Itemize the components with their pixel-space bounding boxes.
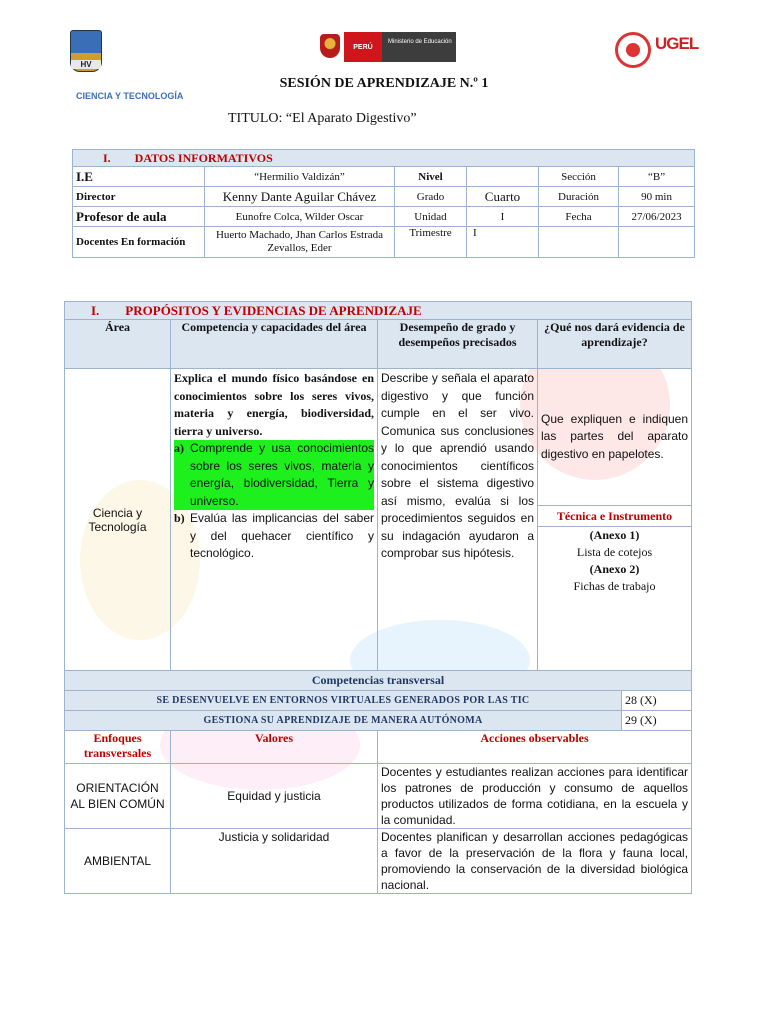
table-row: [73, 207, 695, 227]
competencia-cell: [171, 369, 378, 671]
cell: 90 min: [619, 187, 695, 207]
transversales-title: Competencias transversal: [65, 671, 692, 691]
cell: [539, 227, 619, 258]
cell: “Hermilio Valdizán”: [205, 167, 395, 187]
cell: I.E: [73, 167, 205, 187]
ministry-logo: [320, 32, 456, 62]
header-area: Área: [65, 320, 171, 369]
cell: 27/06/2023: [619, 207, 695, 227]
page-title: SESIÓN DE APRENDIZAJE N.º 1: [279, 76, 489, 91]
transversal-name: GESTIONA SU APRENDIZAJE DE MANERA AUTÓNOMA: [65, 711, 622, 731]
enfoque-cell: AMBIENTAL: [65, 829, 171, 894]
accion-cell: Docentes y estudiantes realizan acciones para identificar los patrones de producción y consumo de aquellos productos utilizados de forma cotidiana, en la escuela y la comunidad.: [378, 764, 692, 829]
list-item: [174, 510, 374, 563]
school-crest-text: HV: [71, 60, 101, 69]
header-evidencia: ¿Qué nos dará evidencia de aprendizaje?: [538, 320, 692, 369]
cell: I: [467, 227, 539, 258]
cell: Kenny Dante Aguilar Chávez: [205, 187, 395, 207]
header-competencia: Competencia y capacidades del área: [171, 320, 378, 369]
ugel-label: UGEL: [655, 34, 699, 53]
header-enfoques: Enfoques transversales: [65, 731, 171, 764]
capacidad-text: Comprende y usa conocimientos sobre los seres vivos, materia y energía, biodiversidad, Tierra y universo.: [190, 440, 374, 510]
session-subtitle: TITULO: “El Aparato Digestivo”: [228, 111, 417, 126]
peru-label: PERÚ: [344, 32, 382, 62]
cell: Fecha: [539, 207, 619, 227]
table-row: [65, 764, 692, 829]
cell: [467, 167, 539, 187]
header-row: [65, 320, 692, 369]
cell: Sección: [539, 167, 619, 187]
cell: Director: [73, 187, 205, 207]
valor-cell: Justicia y solidaridad: [171, 829, 378, 894]
capacidad-label: b): [174, 511, 185, 525]
table-row: [65, 369, 692, 506]
cell: Profesor de aula: [73, 207, 205, 227]
anexo-1: (Anexo 1): [589, 528, 640, 542]
cell: Trimestre: [395, 227, 467, 258]
area-cell: Ciencia y Tecnología: [65, 369, 171, 671]
capacidades-list: [174, 440, 374, 563]
transversal-code: 29 (X): [622, 711, 692, 731]
anexo-2: (Anexo 2): [589, 562, 640, 576]
ugel-seal-icon: [615, 32, 651, 68]
peru-shield-icon: [320, 34, 340, 58]
header-valores: Valores: [171, 731, 378, 764]
tecnica-title: Técnica e Instrumento: [538, 506, 692, 527]
cell: I: [467, 207, 539, 227]
table-row: [73, 187, 695, 207]
table-row: [73, 167, 695, 187]
instrumento-1: Lista de cotejos: [576, 545, 653, 559]
cell: Nivel: [395, 167, 467, 187]
header-row: [65, 731, 692, 764]
evidencia-cell: Que expliquen e indiquen las partes del aparato digestivo en papelotes.: [538, 369, 692, 506]
transversal-name: SE DESENVUELVE EN ENTORNOS VIRTUALES GENERADOS POR LAS TIC: [65, 691, 622, 711]
datos-informativos-table: [72, 149, 695, 258]
ministry-label: Ministerio de Educación: [382, 32, 456, 62]
competencia-text: Explica el mundo físico basándose en conocimientos sobre los seres vivos, materia y energía, biodiversidad, tierra y universo.: [174, 371, 374, 438]
cell: “B”: [619, 167, 695, 187]
header-acciones: Acciones observables: [378, 731, 692, 764]
table-row: [65, 691, 692, 711]
area-label: CIENCIA Y TECNOLOGÍA: [76, 91, 184, 101]
cell: Grado: [395, 187, 467, 207]
capacidad-label: a): [174, 440, 190, 510]
list-item: [174, 440, 374, 510]
enfoque-cell: ORIENTACIÓN AL BIEN COMÚN: [65, 764, 171, 829]
accion-cell: Docentes planifican y desarrollan acciones pedagógicas a favor de la preservación de la flora y fauna local, promoviendo la conservación de la diversidad biológica nacional.: [378, 829, 692, 894]
cell: Duración: [539, 187, 619, 207]
capacidad-text: Evalúa las implicancias del saber y del quehacer científico y tecnológico.: [190, 511, 374, 560]
section-title: I. PROPÓSITOS Y EVIDENCIAS DE APRENDIZAJE: [65, 302, 692, 320]
cell: [619, 227, 695, 258]
propositos-table: [64, 301, 692, 894]
valor-cell: Equidad y justicia: [171, 764, 378, 829]
cell: Unidad: [395, 207, 467, 227]
cell: Eunofre Colca, Wilder Oscar: [205, 207, 395, 227]
section-title: I. DATOS INFORMATIVOS: [73, 150, 695, 167]
cell: Cuarto: [467, 187, 539, 207]
header-desempeno: Desempeño de grado y desempeños precisados: [378, 320, 538, 369]
table-row: [65, 711, 692, 731]
ugel-logo: [615, 30, 699, 70]
instrumentos-cell: [538, 527, 692, 671]
desempeno-cell: Describe y señala el aparato digestivo y que función cumple en el ser vivo. Comunica sus conclusiones y lo que aprendió usando conocimientos científicos sobre el sistema digestivo así mismo, evalúa si los procedimientos seguidos en su indagación ayudaron a comprobar sus hipótesis.: [378, 369, 538, 671]
school-crest-logo: [70, 30, 102, 72]
cell: Docentes En formación: [73, 227, 205, 258]
transversal-code: 28 (X): [622, 691, 692, 711]
cell: Huerto Machado, Jhan Carlos Estrada Zevallos, Eder: [205, 227, 395, 258]
table-row: [73, 227, 695, 258]
table-row: [65, 829, 692, 894]
instrumento-2: Fichas de trabajo: [573, 579, 656, 593]
